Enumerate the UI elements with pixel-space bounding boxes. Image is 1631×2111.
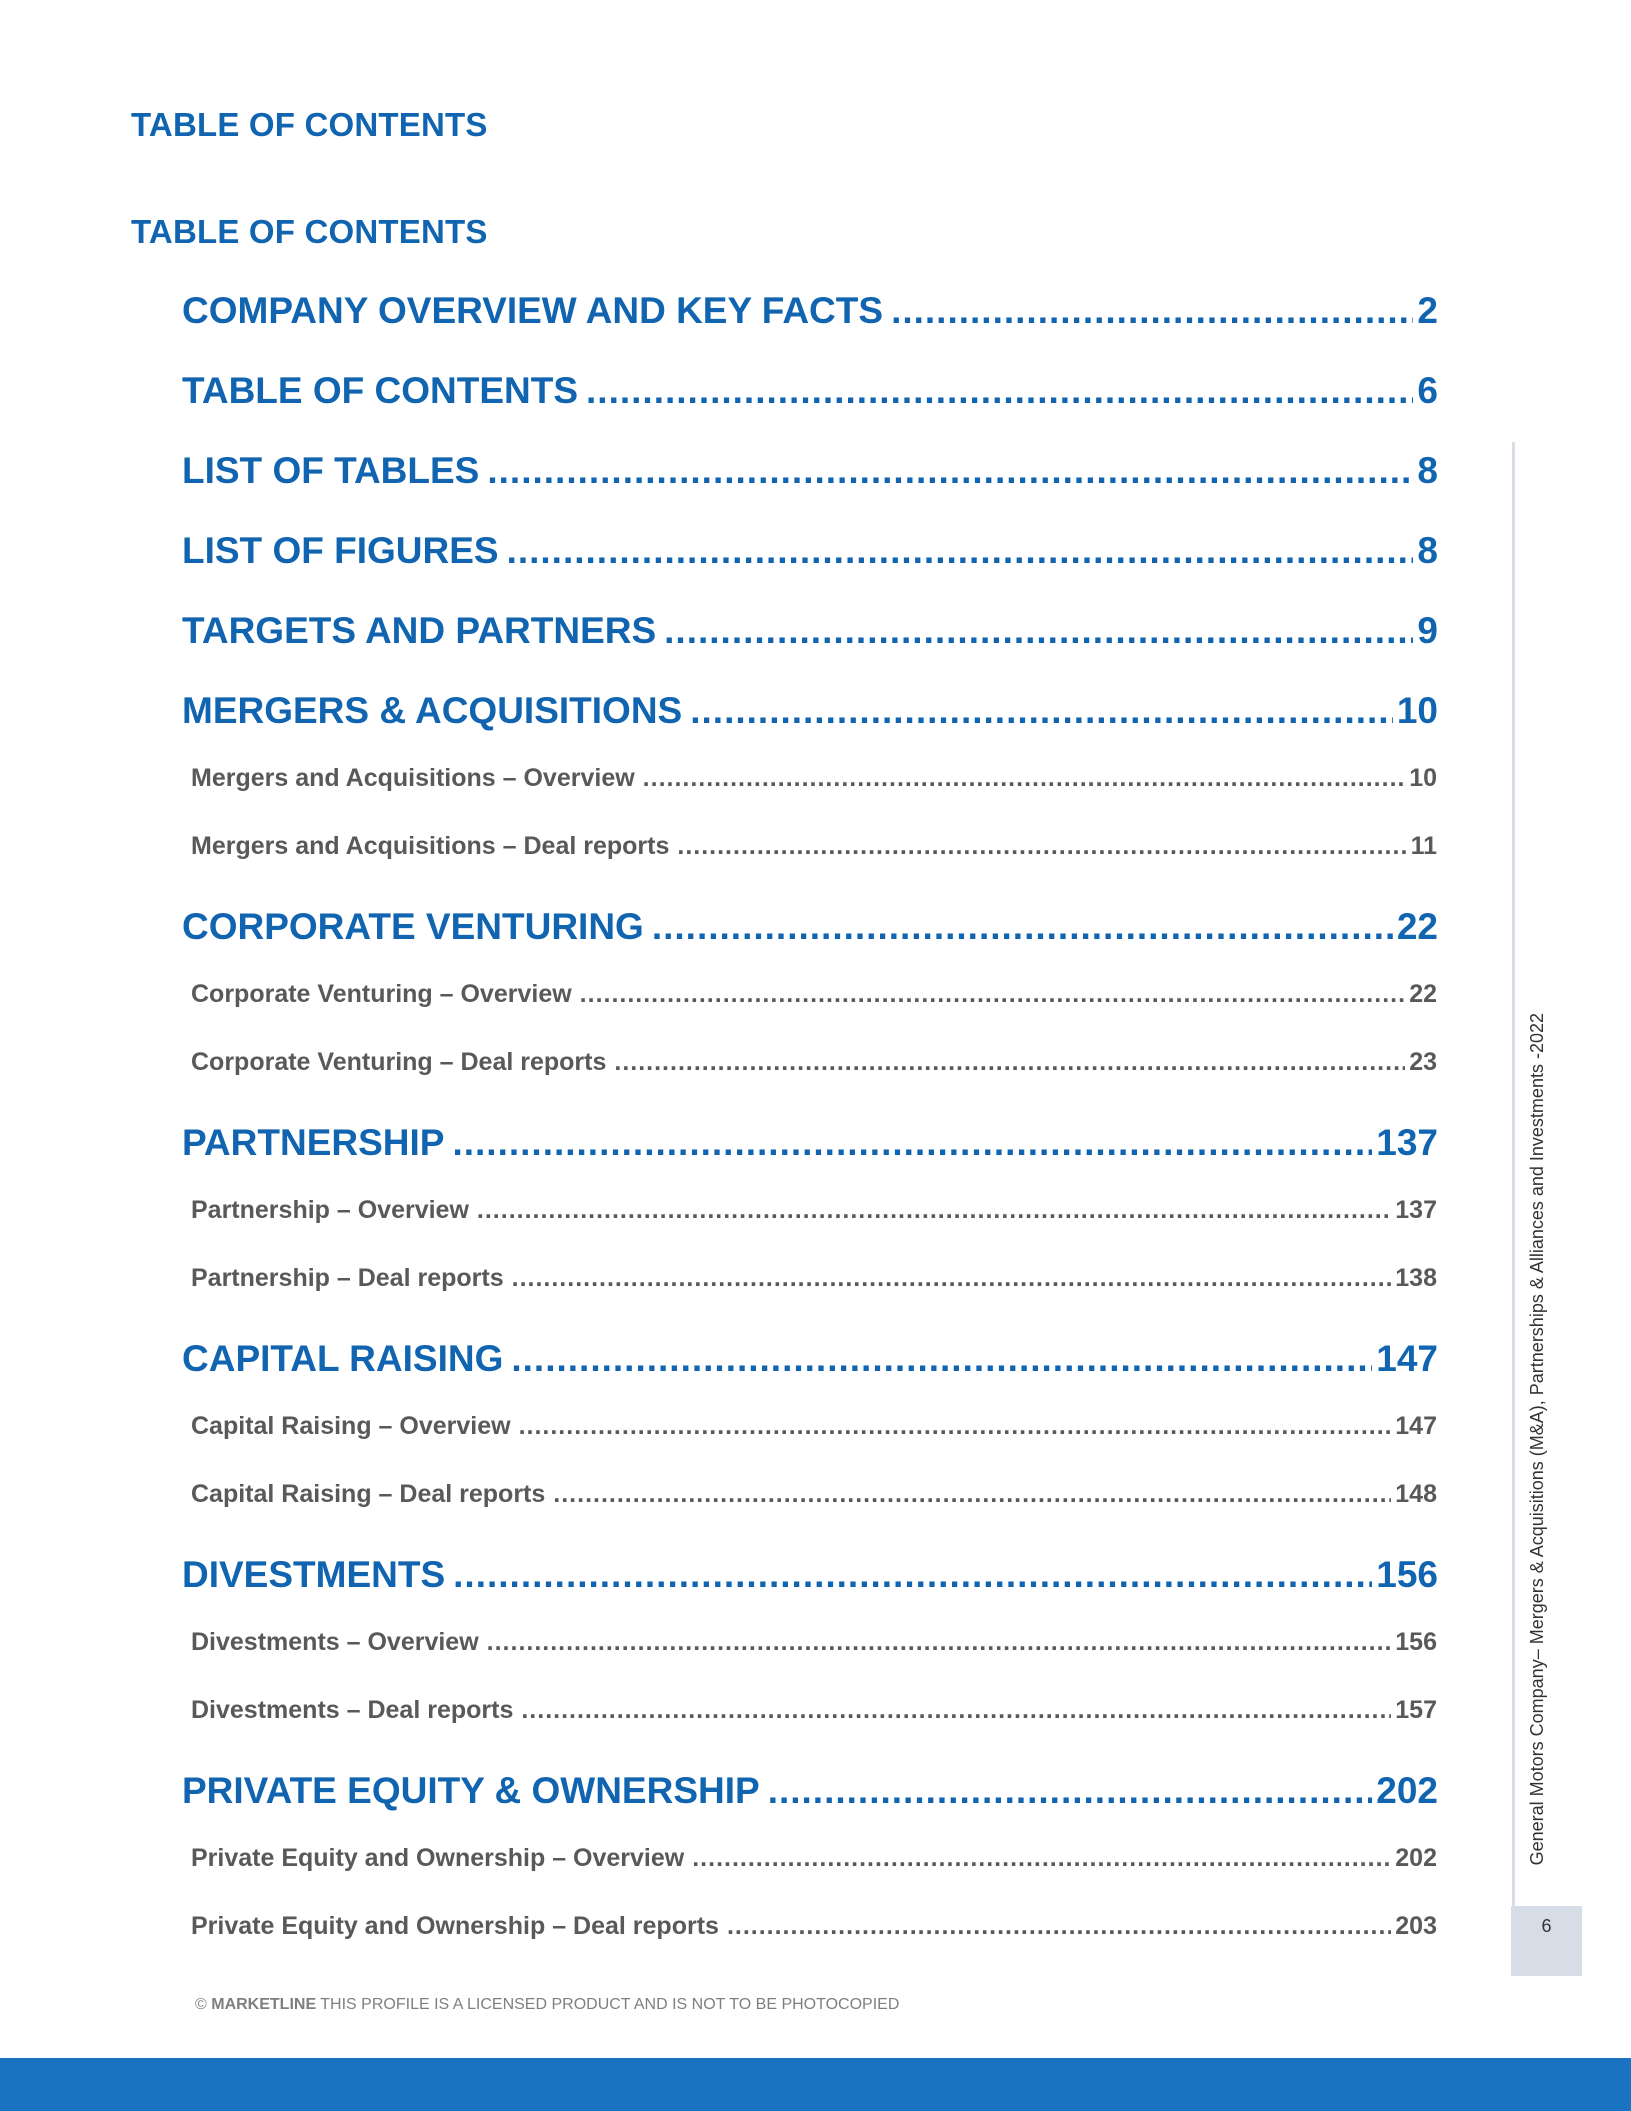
toc-entry-label: Partnership – Overview bbox=[191, 1196, 469, 1224]
toc-entry-label: DIVESTMENTS bbox=[182, 1554, 446, 1595]
toc-entry-label: COMPANY OVERVIEW AND KEY FACTS bbox=[182, 290, 884, 331]
toc-section-link[interactable] bbox=[182, 1122, 1438, 1164]
toc-leader-dots bbox=[477, 1196, 1391, 1225]
page-title: TABLE OF CONTENTS bbox=[131, 106, 488, 143]
toc-section-link[interactable] bbox=[182, 610, 1438, 652]
toc-entry-label: Divestments – Overview bbox=[191, 1628, 479, 1656]
toc-entry-page: 8 bbox=[1417, 530, 1438, 571]
toc-subsection-link[interactable] bbox=[191, 1048, 1437, 1077]
page-number: 6 bbox=[1511, 1906, 1582, 1976]
toc-entry-page: 22 bbox=[1396, 906, 1438, 947]
toc-subsection-link[interactable] bbox=[191, 1844, 1437, 1873]
toc-entry-page: 156 bbox=[1395, 1628, 1437, 1656]
footer-brand: MARKETLINE bbox=[211, 1996, 317, 2013]
toc-entry-label: PRIVATE EQUITY & OWNERSHIP bbox=[182, 1770, 760, 1811]
toc-section-link[interactable] bbox=[182, 290, 1438, 332]
toc-leader-dots bbox=[643, 764, 1406, 793]
toc-entry-page: 202 bbox=[1395, 1844, 1437, 1872]
toc-section-link[interactable] bbox=[182, 450, 1438, 492]
toc-leader-dots bbox=[511, 1338, 1372, 1380]
toc-entry-page: 2 bbox=[1417, 290, 1438, 331]
toc-leader-dots bbox=[580, 980, 1406, 1009]
toc-entry-page: 10 bbox=[1409, 764, 1437, 792]
toc-entry-label: Corporate Venturing – Overview bbox=[191, 980, 572, 1008]
toc-entry-label: PARTNERSHIP bbox=[182, 1122, 445, 1163]
toc-entry-label: LIST OF FIGURES bbox=[182, 530, 499, 571]
toc-leader-dots bbox=[677, 832, 1406, 861]
toc-entry-label: Corporate Venturing – Deal reports bbox=[191, 1048, 607, 1076]
toc-leader-dots bbox=[664, 610, 1413, 652]
toc-entry-label: Mergers and Acquisitions – Overview bbox=[191, 764, 635, 792]
toc-subsection-link[interactable] bbox=[191, 1912, 1437, 1941]
toc-entry-label: Private Equity and Ownership – Deal reports bbox=[191, 1912, 719, 1940]
toc-entry-page: 203 bbox=[1395, 1912, 1437, 1940]
toc-entry-page: 22 bbox=[1409, 980, 1437, 1008]
toc-subsection-link[interactable] bbox=[191, 1264, 1437, 1293]
footer-notice-text: THIS PROFILE IS A LICENSED PRODUCT AND IS NOT TO BE PHOTOCOPIED bbox=[316, 1996, 900, 2013]
toc-section-link[interactable] bbox=[182, 530, 1438, 572]
toc-entry-page: 11 bbox=[1410, 832, 1437, 860]
toc-entry-label: LIST OF TABLES bbox=[182, 450, 480, 491]
toc-subsection-link[interactable] bbox=[191, 1696, 1437, 1725]
toc-subsection-link[interactable] bbox=[191, 764, 1437, 793]
toc-leader-dots bbox=[891, 290, 1413, 332]
toc-entry-label: CAPITAL RAISING bbox=[182, 1338, 504, 1379]
toc-leader-dots bbox=[512, 1264, 1392, 1293]
toc-leader-dots bbox=[690, 690, 1393, 732]
toc-entry-page: 138 bbox=[1395, 1264, 1437, 1292]
toc-leader-dots bbox=[487, 450, 1413, 492]
toc-section-link[interactable] bbox=[182, 1554, 1438, 1596]
toc-entry-page: 6 bbox=[1417, 370, 1438, 411]
toc-section-link[interactable] bbox=[182, 1770, 1438, 1812]
toc-entry-label: Private Equity and Ownership – Overview bbox=[191, 1844, 685, 1872]
toc-entry-label: Mergers and Acquisitions – Deal reports bbox=[191, 832, 670, 860]
toc-leader-dots bbox=[453, 1554, 1372, 1596]
toc-entry-page: 137 bbox=[1395, 1196, 1437, 1224]
bottom-band bbox=[0, 2058, 1631, 2111]
toc-entry-label: Capital Raising – Deal reports bbox=[191, 1480, 546, 1508]
toc-subsection-link[interactable] bbox=[191, 1628, 1437, 1657]
toc-entry-page: 148 bbox=[1395, 1480, 1437, 1508]
toc-leader-dots bbox=[614, 1048, 1405, 1077]
toc-leader-dots bbox=[768, 1770, 1373, 1812]
toc-leader-dots bbox=[727, 1912, 1391, 1941]
toc-subsection-link[interactable] bbox=[191, 1480, 1437, 1509]
toc-heading: TABLE OF CONTENTS bbox=[131, 213, 488, 250]
toc-leader-dots bbox=[553, 1480, 1391, 1509]
toc-section-link[interactable] bbox=[182, 370, 1438, 412]
toc-section-link[interactable] bbox=[182, 690, 1438, 732]
toc-leader-dots bbox=[652, 906, 1393, 948]
toc-leader-dots bbox=[487, 1628, 1392, 1657]
toc-entry-label: TABLE OF CONTENTS bbox=[182, 370, 579, 411]
toc-subsection-link[interactable] bbox=[191, 1412, 1437, 1441]
toc-leader-dots bbox=[452, 1122, 1372, 1164]
side-caption: General Motors Company– Mergers & Acquisitions (M&A), Partnerships & Alliances and Investments -2022 bbox=[1527, 1013, 1547, 1866]
toc-entry-label: MERGERS & ACQUISITIONS bbox=[182, 690, 683, 731]
toc-section-link[interactable] bbox=[182, 1338, 1438, 1380]
toc-entry-label: TARGETS AND PARTNERS bbox=[182, 610, 657, 651]
toc-entry-page: 137 bbox=[1376, 1122, 1438, 1163]
toc-entry-page: 10 bbox=[1396, 690, 1438, 731]
toc-entry-page: 8 bbox=[1417, 450, 1438, 491]
toc-entry-page: 9 bbox=[1417, 610, 1438, 651]
toc-entry-page: 147 bbox=[1376, 1338, 1438, 1379]
toc-entry-page: 202 bbox=[1376, 1770, 1438, 1811]
toc-subsection-link[interactable] bbox=[191, 980, 1437, 1009]
toc-leader-dots bbox=[586, 370, 1413, 412]
toc-entry-label: Divestments – Deal reports bbox=[191, 1696, 514, 1724]
toc-entry-label: Partnership – Deal reports bbox=[191, 1264, 504, 1292]
toc-entry-label: Capital Raising – Overview bbox=[191, 1412, 511, 1440]
toc-leader-dots bbox=[519, 1412, 1392, 1441]
toc-entry-label: CORPORATE VENTURING bbox=[182, 906, 644, 947]
toc-section-link[interactable] bbox=[182, 906, 1438, 948]
toc-entry-page: 157 bbox=[1395, 1696, 1437, 1724]
toc-subsection-link[interactable] bbox=[191, 1196, 1437, 1225]
toc-entry-page: 23 bbox=[1409, 1048, 1437, 1076]
toc-entry-page: 156 bbox=[1376, 1554, 1438, 1595]
toc-leader-dots bbox=[692, 1844, 1391, 1873]
toc-entry-page: 147 bbox=[1395, 1412, 1437, 1440]
side-divider bbox=[1512, 442, 1515, 1907]
toc-leader-dots bbox=[507, 530, 1414, 572]
copyright-symbol: © bbox=[195, 1996, 212, 2013]
toc-subsection-link[interactable] bbox=[191, 832, 1437, 861]
footer-notice bbox=[195, 1996, 899, 2014]
toc-leader-dots bbox=[521, 1696, 1391, 1725]
